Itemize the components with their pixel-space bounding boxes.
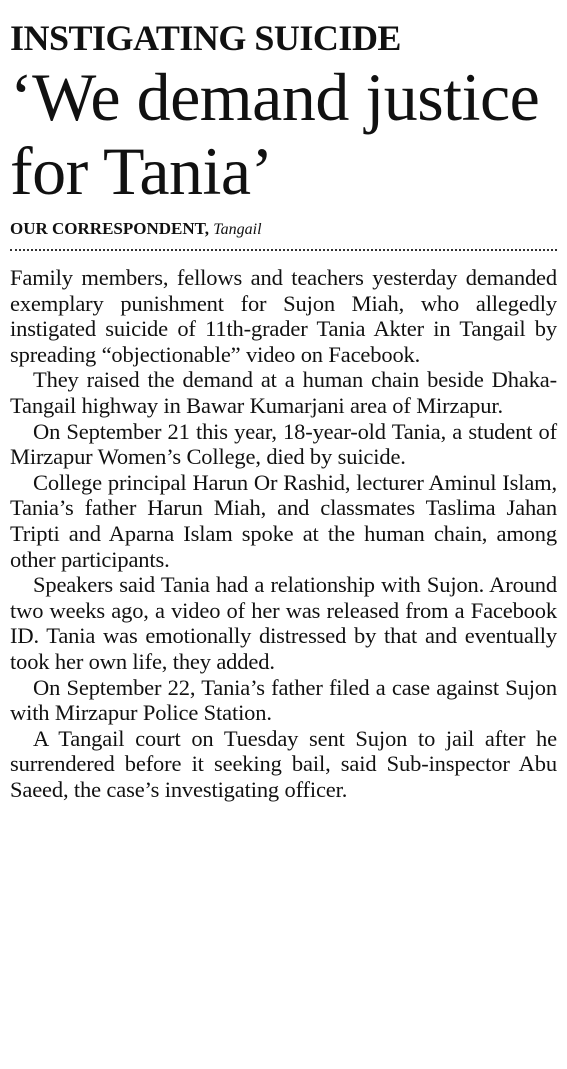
article-paragraph: They raised the demand at a human chain beside Dhaka-Tangail highway in Bawar Kumarjani area of Mirzapur.	[10, 367, 557, 418]
byline-author: OUR CORRESPONDENT,	[10, 219, 209, 238]
dotted-divider	[10, 249, 557, 251]
article-paragraph: On September 22, Tania’s father filed a case against Sujon with Mirzapur Police Station.	[10, 674, 557, 726]
article-paragraph: On September 21 this year, 18-year-old Tania, a student of Mirzapur Women’s College, died by suicide.	[10, 418, 557, 470]
article-paragraph: Speakers said Tania had a relationship with Sujon. Around two weeks ago, a video of her was released from a Facebook ID. Tania was emotionally distressed by that and eventually took her own life, they added.	[10, 572, 557, 674]
article-paragraph: College principal Harun Or Rashid, lecturer Aminul Islam, Tania’s father Harun Miah, and classmates Taslima Jahan Tripti and Aparna Islam spoke at the human chain, among other participants.	[10, 469, 557, 572]
article-byline	[10, 218, 557, 241]
article-paragraph: A Tangail court on Tuesday sent Sujon to jail after he surrendered before it seeking bail, said Sub-inspector Abu Saeed, the case’s investigating officer.	[10, 725, 557, 802]
byline-place: Tangail	[213, 221, 262, 238]
article-headline: ‘We demand justice for Tania’	[10, 59, 540, 209]
article-paragraph: Family members, fellows and teachers yesterday demanded exemplary punishment for Sujon Miah, who allegedly instigated suicide of 11th-grader Tania Akter in Tangail by spreading “objectionable” video on Facebook.	[10, 265, 557, 367]
article-body	[10, 265, 557, 802]
news-article	[10, 18, 557, 802]
article-kicker: INSTIGATING SUICIDE	[10, 18, 401, 58]
